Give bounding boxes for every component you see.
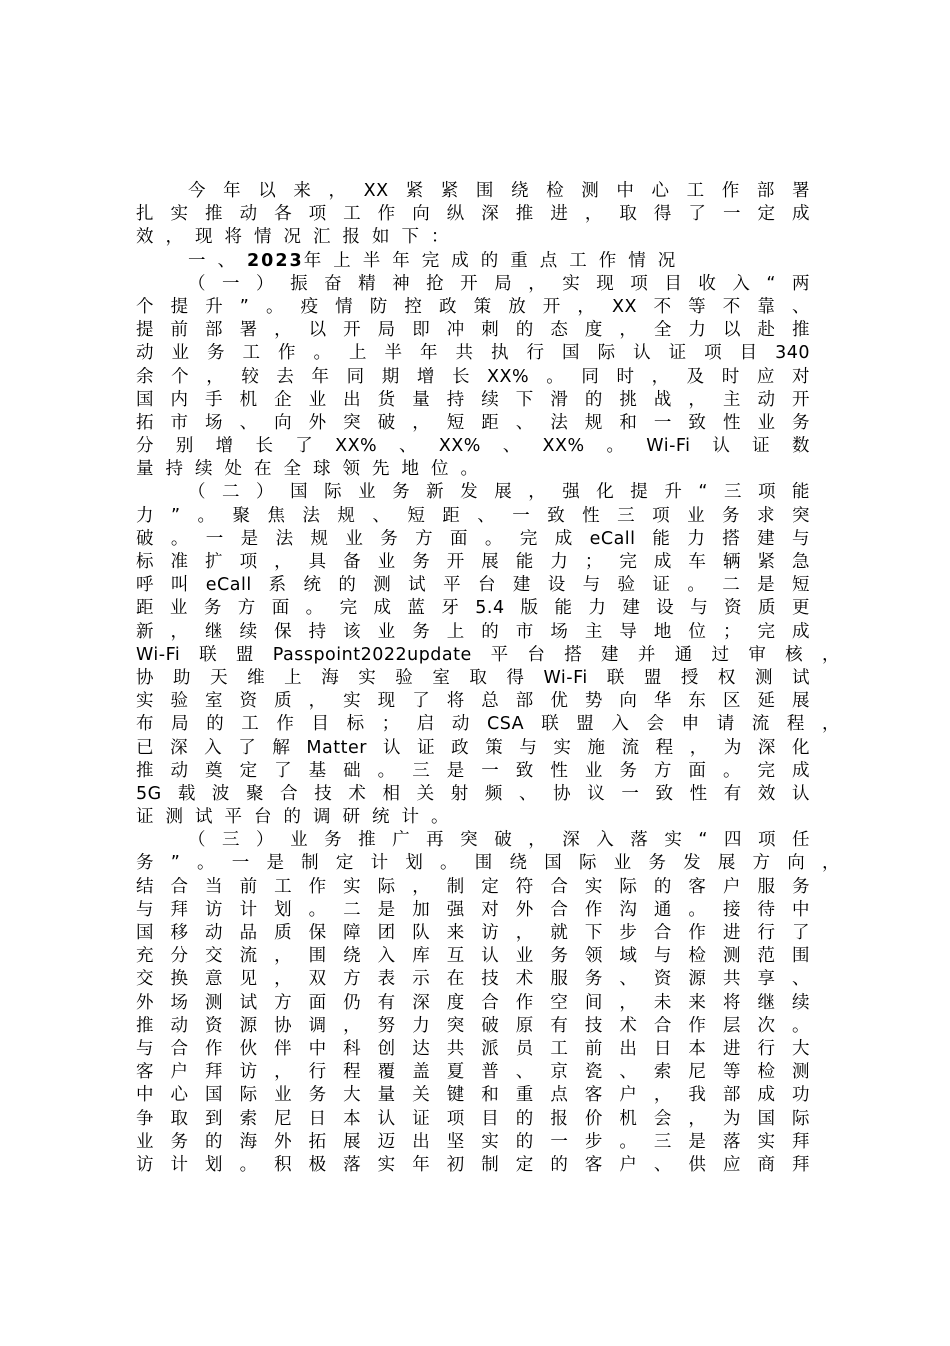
paragraph-line: 业务的海外拓展迈出坚实的一步。三是落实拜 <box>136 1131 810 1152</box>
paragraph-line: 争取到索尼日本认证项目的报价机会，为国际 <box>136 1108 810 1129</box>
paragraph-line: 充分交流，围绕入库互认业务领域与检测范围 <box>136 946 810 967</box>
paragraph-line: 中心国际业务大量关键和重点客户，我部成功 <box>136 1085 810 1106</box>
heading-suffix: 年上半年完成的重点工作情况 <box>303 250 688 271</box>
paragraph-line: （三）业务推广再突破，深入落实“四项任 <box>188 830 810 851</box>
paragraph-line: 动业务工作。上半年共执行国际认证项目340 <box>136 343 810 364</box>
paragraph-line: 务”。一是制定计划。围绕国际业务发展方向， <box>136 853 840 874</box>
paragraph-line: 提前部署，以开局即冲刺的态度，全力以赴推 <box>136 320 810 341</box>
paragraph-line: 破。一是法规业务方面。完成eCall能力搭建与 <box>136 528 810 549</box>
paragraph-line: 交换意见，双方表示在技术服务、资源共享、 <box>136 969 810 990</box>
paragraph-line: 已深入了解Matter认证政策与实施流程，为深化 <box>136 737 810 758</box>
paragraph-line: 与拜访计划。二是加强对外合作沟通。接待中 <box>136 899 810 920</box>
paragraph-line: 推动奠定了基础。三是一致性业务方面。完成 <box>136 760 810 781</box>
paragraph-line: Wi-Fi联盟Passpoint2022update平台搭建并通过审核， <box>136 644 840 665</box>
paragraph-line: 推动资源协调，努力突破原有技术合作层次。 <box>136 1015 810 1036</box>
paragraph-line: （一）振奋精神抢开局，实现项目收入“两 <box>188 273 810 294</box>
section-heading <box>136 250 810 273</box>
paragraph-line: 外场测试方面仍有深度合作空间，未来将继续 <box>136 992 810 1013</box>
paragraph-line: 今年以来，XX紧紧围绕检测中心工作部署 <box>188 181 810 201</box>
paragraph-line: 分别增长了XX%、XX%、XX%。Wi-Fi认证数 <box>136 436 810 457</box>
paragraph-line: 扎实推动各项工作向纵深推进，取得了一定成 <box>136 204 810 225</box>
paragraph-line: 力”。聚焦法规、短距、一致性三项业务求突 <box>136 505 810 526</box>
paragraph-line: 效，现将情况汇报如下： <box>136 227 461 248</box>
paragraph-line: 余个，较去年同期增长XX%。同时，及时应对 <box>136 366 810 387</box>
paragraph-line: 结合当前工作实际，制定符合实际的客户服务 <box>136 876 810 897</box>
paragraph-line: 协助天维上海实验室取得Wi-Fi联盟授权测试 <box>136 667 810 688</box>
paragraph-line: 实验室资质，实现了将总部优势向华东区延展 <box>136 691 810 712</box>
paragraph-line: 量持续处在全球领先地位。 <box>136 459 490 480</box>
paragraph-line: 国内手机企业出货量持续下滑的挑战，主动开 <box>136 389 810 410</box>
paragraph-line: 国移动品质保障团队来访，就下步合作进行了 <box>136 923 810 943</box>
paragraph-line: 个提升”。疫情防控政策放开，XX不等不靠、 <box>136 296 810 317</box>
paragraph-line: 呼叫eCall系统的测试平台建设与验证。二是短 <box>136 575 810 596</box>
paragraph-line: 5G载波聚合技术相关射频、协议一致性有效认 <box>136 783 810 804</box>
paragraph-line: 拓市场、向外突破，短距、法规和一致性业务 <box>136 412 810 433</box>
paragraph-line: 新，继续保持该业务上的市场主导地位；完成 <box>136 621 810 642</box>
paragraph-line: （二）国际业务新发展，强化提升“三项能 <box>188 482 810 503</box>
paragraph-line: 布局的工作目标；启动CSA联盟入会申请流程， <box>136 714 840 735</box>
paragraph-line: 与合作伙伴中科创达共派员工前出日本进行大 <box>136 1038 810 1059</box>
paragraph-line: 访计划。积极落实年初制定的客户、供应商拜 <box>136 1154 810 1175</box>
paragraph-line: 客户拜访，行程覆盖夏普、京瓷、索尼等检测 <box>136 1062 810 1083</box>
paragraph-line: 证测试平台的调研统计。 <box>136 807 461 828</box>
paragraph-line: 距业务方面。完成蓝牙5.4版能力建设与资质更 <box>136 598 810 619</box>
document-body <box>136 180 840 1177</box>
paragraph-line: 标准扩项，具备业务开展能力；完成车辆紧急 <box>136 552 810 572</box>
heading-year: 2023 <box>247 250 304 271</box>
heading-prefix: 一、 <box>188 250 247 271</box>
